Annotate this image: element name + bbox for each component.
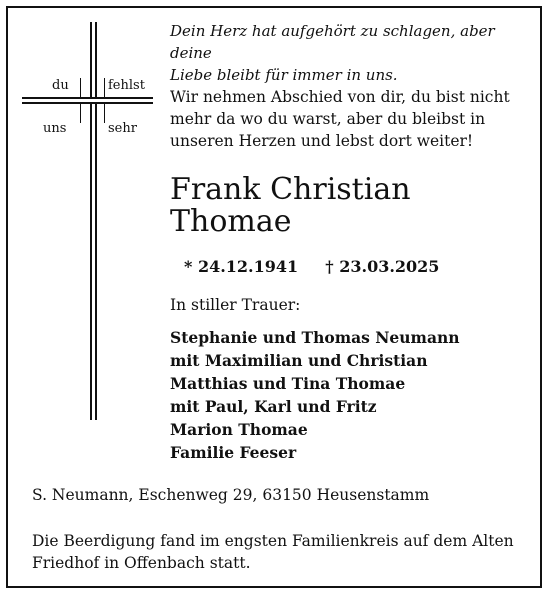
mourner-line: Matthias und Tina Thomae (170, 374, 406, 393)
verse-text (170, 20, 530, 86)
contact-address: S. Neumann, Eschenweg 29, 63150 Heusenstamm (32, 486, 430, 504)
verse-line: Dein Herz hat aufgehört zu schlagen, aber deine (170, 22, 495, 62)
deceased-last-name: Thomae (170, 204, 292, 239)
deceased-name (170, 174, 530, 238)
mourner-line: Stephanie und Thomas Neumann (170, 328, 460, 347)
funeral-line: Friedhof in Offenbach statt. (32, 554, 251, 572)
mourning-label: In stiller Trauer: (170, 296, 301, 314)
message-line: mehr da wo du warst, aber du bleibst in (170, 110, 486, 128)
cross-tick-top-left (80, 78, 81, 97)
message-line: unseren Herzen und lebst dort weiter! (170, 132, 474, 150)
death-date: † 23.03.2025 (325, 257, 440, 276)
funeral-line: Die Beerdigung fand im engsten Familienkreis auf dem Alten (32, 532, 514, 550)
verse-line: Liebe bleibt für immer in uns. (170, 66, 398, 84)
cross-tick-top-right (104, 78, 105, 97)
cross-vertical-inner-line (92, 22, 95, 420)
cross-word-du: du (52, 78, 69, 93)
life-dates (184, 257, 439, 276)
cross-word-fehlst: fehlst (108, 78, 145, 93)
deceased-first-names: Frank Christian (170, 172, 411, 207)
birth-date: * 24.12.1941 (184, 257, 299, 276)
farewell-message (170, 86, 530, 152)
cross-tick-bottom-right (104, 104, 105, 123)
mourners-list (170, 326, 460, 464)
mourner-line: Marion Thomae (170, 420, 308, 439)
cross-word-sehr: sehr (108, 121, 137, 136)
funeral-note (32, 530, 532, 574)
mourner-line: Familie Feeser (170, 443, 297, 462)
cross-horizontal-inner-line (22, 99, 153, 102)
cross-horizontal-bar (22, 97, 153, 104)
mourner-line: mit Paul, Karl und Fritz (170, 397, 377, 416)
cross-word-uns: uns (43, 121, 67, 136)
cross-vertical-bar (90, 22, 97, 420)
message-line: Wir nehmen Abschied von dir, du bist nicht (170, 88, 510, 106)
cross-tick-bottom-left (80, 104, 81, 123)
mourner-line: mit Maximilian und Christian (170, 351, 428, 370)
